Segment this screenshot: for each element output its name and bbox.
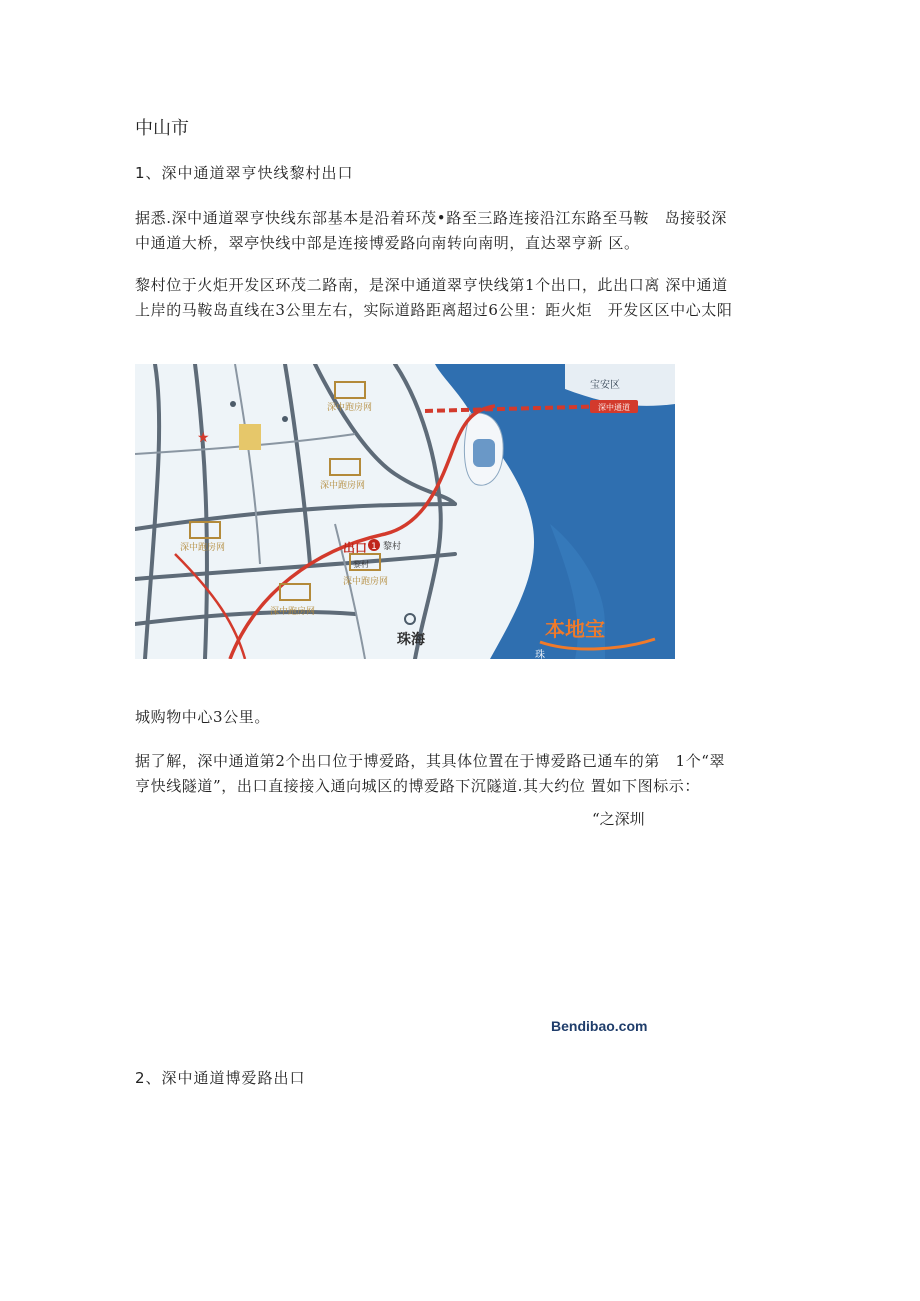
svg-text:深中跑房网: 深中跑房网 [343,577,389,587]
svg-text:深中跑房网: 深中跑房网 [180,543,226,553]
map-image [135,364,675,659]
svg-text:1: 1 [371,542,377,552]
svg-text:深中跑房网: 深中跑房网 [320,481,366,491]
section2-title: 2、深中通道博爱路出口 [135,1069,306,1087]
para2-line1: 黎村位于火炬开发区环茂二路南，是深中通道翠亨快线第1个出口，此出口离 深中通道 [135,276,728,294]
para4-line1: 据了解，深中通道第2个出口位于博爱路，其具体位置在于博爱路已通车的第 1个“翠 [135,752,726,770]
svg-text:深中跑房网: 深中跑房网 [327,403,373,413]
tunnel-label: 深中通道 [598,403,630,412]
para4-line2: 亨快线隧道”，出口直接接入通向城区的博爱路下沉隧道.其大约位 置如下图标示： [135,777,701,795]
svg-text:深中跑房网: 深中跑房网 [270,607,316,617]
para2-line2: 上岸的马鞍岛直线在3公里左右，实际道路距离超过6公里：距火炬 开发区区中心太阳 [135,301,733,319]
page-heading: 中山市 [135,118,189,139]
svg-text:本地宝: 本地宝 [545,617,605,641]
star-icon: ★ [197,430,210,446]
baoan-label: 宝安区 [590,380,620,391]
licun-label-1: 黎村 [383,542,402,552]
section1-para3: 城购物中心3公里。 [135,708,270,726]
svg-text:出口: 出口 [343,541,368,555]
para1-line2: 中通道大桥，翠亭快线中部是连接博爱路向南转向南明，直达翠亨新 区。 [135,234,640,252]
para1-line1: 据悉.深中通道翠亨快线东部基本是沿着环茂•路至三路连接沿江东路至马鞍 岛接驳深 [135,209,728,227]
caption-brand: Bendibao.com [551,1018,648,1034]
licun-label-2: 黎村 [353,560,369,569]
zhu-label: 珠 [535,650,545,659]
building-icon [239,424,261,450]
caption-fragment: “之深圳 [592,810,645,828]
zhuhai-label: 珠海 [397,632,425,648]
section1-title: 1、深中通道翠亨快线黎村出口 [135,164,354,182]
